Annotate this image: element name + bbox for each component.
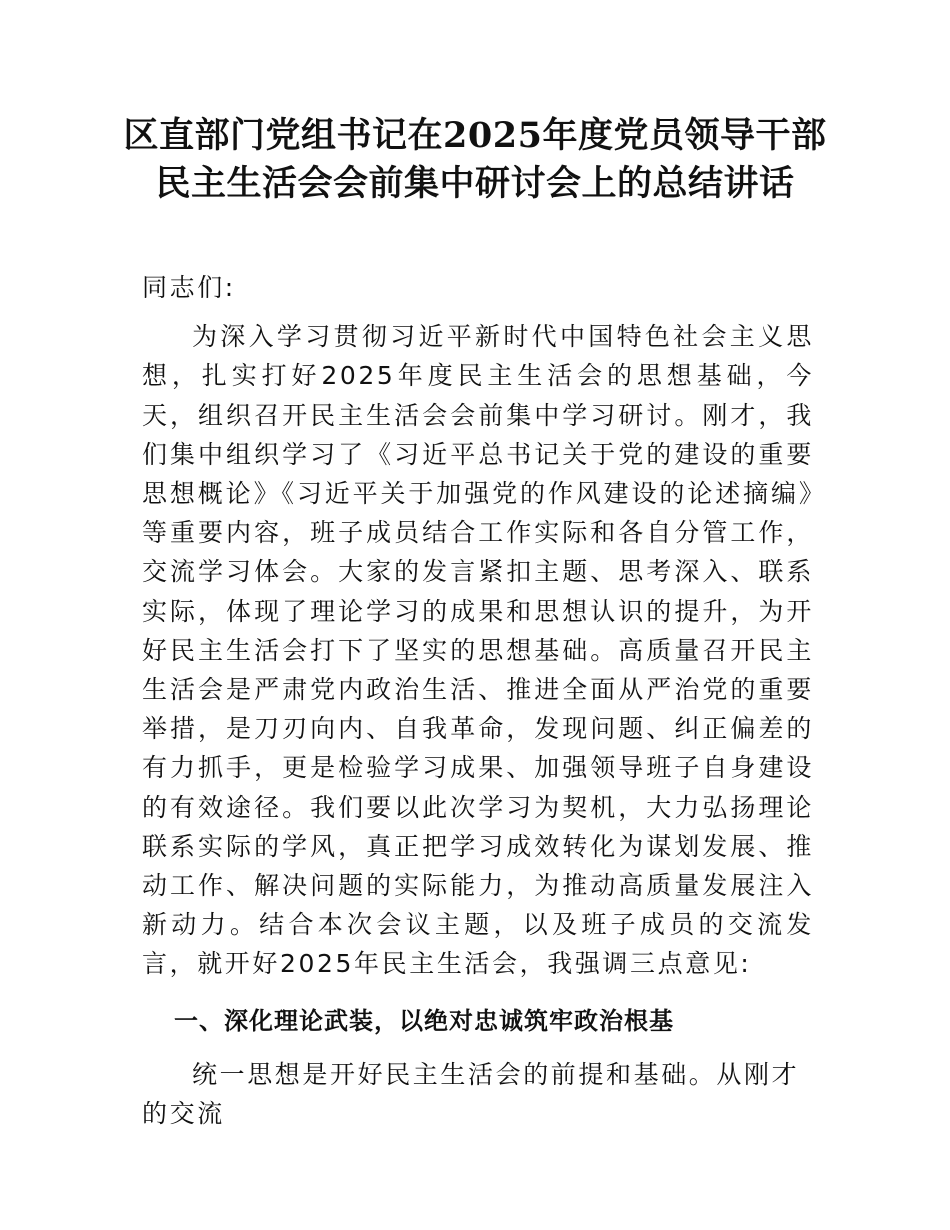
title-line-2: 民主生活会会前集中研讨会上的总结讲话: [155, 163, 795, 204]
section-heading-1: 一、深化理论武装，以绝对忠诚筑牢政治根基: [174, 1006, 674, 1035]
title-line-1: 区直部门党组书记在2025年度党员领导干部: [123, 115, 827, 156]
salutation: 同志们:: [142, 273, 236, 302]
paragraph-intro: 为深入学习贯彻习近平新时代中国特色社会主义思想，扎实打好2025年度民主生活会的思想基础，今天，组织召开民主生活会会前集中学习研讨。刚才，我们集中组织学习了《习近平总书记关于党的建设的重要思想概论》《习近平关于加强党的作风建设的论述摘编》等重要内容，班子成员结合工作实际和各自分管工作，交流学习体会。大家的发言紧扣主题、思考深入、联系实际，体现了理论学习的成果和思想认识的提升，为开好民主生活会打下了坚实的思想基础。高质量召开民主生活会是严肃党内政治生活、推进全面从严治党的重要举措，是刀刃向内、自我革命，发现问题、纠正偏差的有力抓手，更是检验学习成果、加强领导班子自身建设的有效途径。我们要以此次学习为契机，大力弘扬理论联系实际的学风，真正把学习成效转化为谋划发展、推动工作、解决问题的实际能力，为推动高质量发展注入新动力。结合本次会议主题，以及班子成员的交流发言，就开好2025年民主生活会，我强调三点意见:: [142, 322, 814, 979]
document-body: [142, 268, 814, 1133]
paragraph-section-1: 统一思想是开好民主生活会的前提和基础。从刚才的交流: [142, 1059, 800, 1129]
document-title: [120, 112, 830, 208]
